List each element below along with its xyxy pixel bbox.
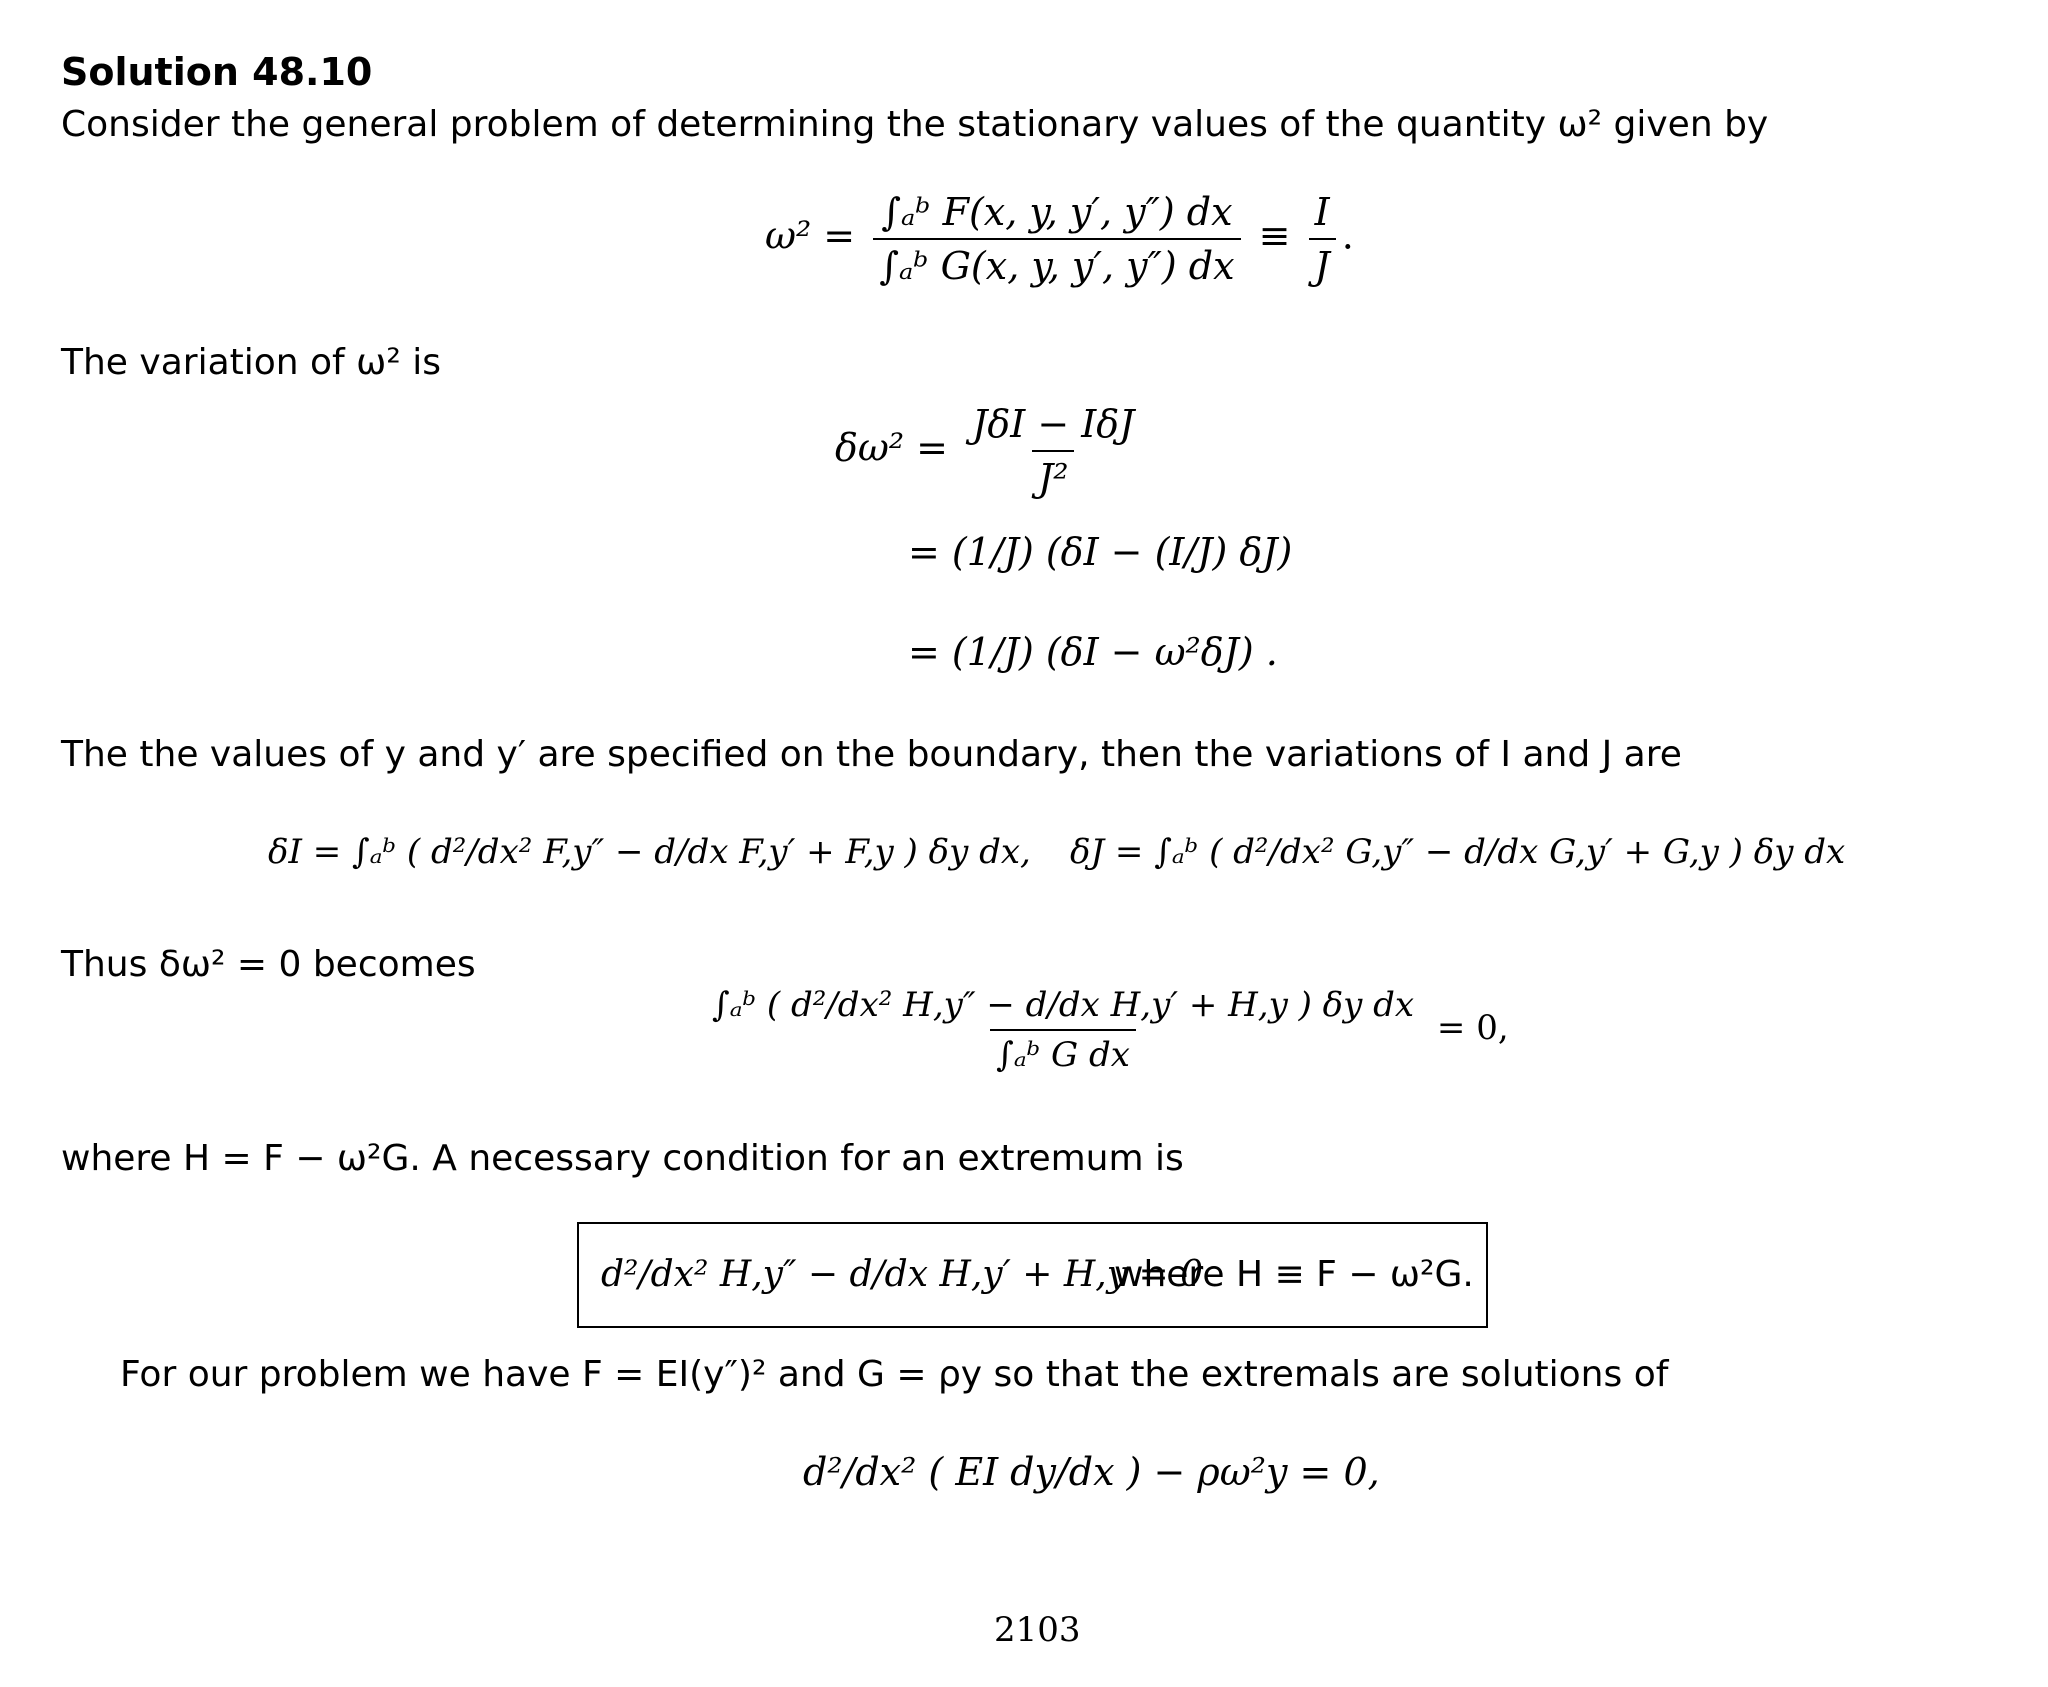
boxed-expression: d²/dx² H,y″ − d/dx H,y′ + H,y = 0 bbox=[601, 1254, 1203, 1295]
eq4-fraction bbox=[706, 985, 1420, 1075]
eq1-denominator: ∫ₐᵇ G(x, y, y′, y″) dx bbox=[873, 238, 1240, 288]
eq4-denominator: ∫ₐᵇ G dx bbox=[990, 1029, 1136, 1075]
eq1-rhs-numerator: I bbox=[1314, 190, 1330, 234]
eq2-lhs: δω² = bbox=[835, 425, 949, 470]
equation-extremals: d²/dx² ( EI dy/dx ) − ρω²y = 0, bbox=[803, 1450, 1380, 1494]
boundary-paragraph: The the values of y and y′ are specified on the boundary, then the variations of I and J are bbox=[61, 734, 1682, 775]
equation-stationary bbox=[700, 985, 1509, 1075]
page-number: 2103 bbox=[994, 1610, 1081, 1650]
eq2-denominator: J² bbox=[1032, 450, 1074, 500]
equation-delta-j: δJ = ∫ₐᵇ ( d²/dx² G,y″ − d/dx G,y′ + G,y ) δy dx bbox=[1070, 832, 1846, 872]
equation-omega-squared bbox=[765, 190, 1354, 288]
boxed-condition bbox=[577, 1222, 1488, 1328]
eq2-fraction bbox=[966, 402, 1140, 500]
eq4-numerator: ∫ₐᵇ ( d²/dx² H,y″ − d/dx H,y′ + H,y ) δy dx bbox=[712, 985, 1415, 1025]
eq1-equiv: ≡ bbox=[1258, 213, 1291, 258]
eq1-lhs: ω² = bbox=[765, 213, 856, 258]
eq2-numerator: JδI − IδJ bbox=[972, 402, 1135, 446]
eq1-rhs-denominator: J bbox=[1309, 238, 1336, 288]
eq4-rhs: = 0, bbox=[1436, 1008, 1509, 1048]
variation-paragraph: The variation of ω² is bbox=[61, 342, 441, 383]
section-heading: Solution 48.10 bbox=[61, 50, 373, 94]
equation-variation-line2: = (1/J) (δI − (I/J) δJ) bbox=[908, 530, 1293, 574]
intro-paragraph: Consider the general problem of determining the stationary values of the quantity ω² given by bbox=[61, 104, 1769, 145]
where-paragraph: where H = F − ω²G. A necessary condition for an extremum is bbox=[61, 1138, 1184, 1179]
eq1-numerator: ∫ₐᵇ F(x, y, y′, y″) dx bbox=[881, 190, 1233, 234]
boxed-where: where H ≡ F − ω²G. bbox=[1114, 1254, 1474, 1295]
eq1-rhs-fraction bbox=[1309, 190, 1336, 288]
equation-variation-line3: = (1/J) (δI − ω²δJ) . bbox=[908, 630, 1278, 674]
eq1-fraction bbox=[873, 190, 1240, 288]
problem-paragraph: For our problem we have F = EI(y″)² and G = ρy so that the extremals are solutions of bbox=[120, 1354, 1669, 1395]
equation-delta-i: δI = ∫ₐᵇ ( d²/dx² F,y″ − d/dx F,y′ + F,y ) δy dx, bbox=[268, 832, 1031, 872]
equation-variation-line1 bbox=[835, 402, 1146, 500]
thus-paragraph: Thus δω² = 0 becomes bbox=[61, 944, 476, 985]
eq1-period: . bbox=[1341, 213, 1354, 258]
